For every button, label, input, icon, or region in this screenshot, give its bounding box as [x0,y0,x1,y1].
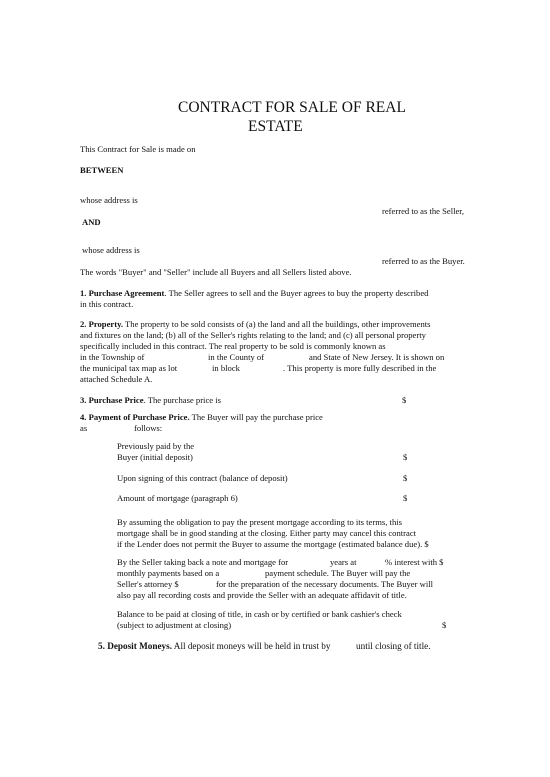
section-2-lot-label: the municipal tax map as lot [80,363,178,373]
section-2-text: The property to be sold consists of (a) the land and all the buildings, other improvements [123,319,431,329]
note-schedule-text: payment schedule. The Buyer will pay the [265,568,411,578]
section-1-line-2: in this contract. [80,299,134,309]
between-label: BETWEEN [80,165,124,175]
intro-text: This Contract for Sale is made on [80,144,196,154]
initial-deposit-line-1: Previously paid by the [117,441,195,451]
title-line-2: ESTATE [248,118,303,135]
assume-line-3: if the Lender does not permit the Buyer to assume the mortgage (estimated balance due). $ [117,539,429,549]
and-label: AND [82,217,101,227]
section-2-block-label: in block [212,363,240,373]
seller-address-label: whose address is [80,195,138,205]
note-monthly-label: monthly payments based on a [117,568,220,578]
initial-deposit-line-2: Buyer (initial deposit) [117,452,193,462]
section-2-state-text: and State of New Jersey. It is shown on [309,352,445,362]
section-5-closing: until closing of title. [356,641,431,651]
assume-line-1: By assuming the obligation to pay the present mortgage according to its terms, this [117,517,402,527]
section-3-currency: $ [402,395,407,405]
section-2-line-2: and fixtures on the land; (b) all of the Seller's rights relating to the land; and (c) all personal property [80,330,426,340]
section-3-text: . The purchase price is [143,395,221,405]
buyer-address-label: whose address is [82,245,140,255]
section-1-heading: 1. Purchase Agreement [80,288,165,298]
mortgage-amount-currency: $ [403,493,408,503]
section-5-line [98,642,331,651]
section-4-line-1 [80,413,323,422]
section-2-described-text: . This property is more fully described in the [283,363,437,373]
seller-referred: referred to as the Seller, [382,206,464,216]
note-mortgage-text: By the Seller taking back a note and mortgage for [117,557,289,567]
section-3-line [80,396,221,405]
section-2-line-1 [80,320,431,329]
section-5-heading: 5. Deposit Moneys. [98,641,173,651]
title-line-1: CONTRACT FOR SALE OF REAL [178,99,406,116]
section-5-text: All deposit moneys will be held in trust by [172,641,331,651]
section-3-heading: 3. Purchase Price [80,395,144,405]
section-2-line-6: attached Schedule A. [80,374,153,384]
balance-of-deposit-currency: $ [403,473,408,483]
definition-text: The words "Buyer" and "Seller" include all Buyers and all Sellers listed above. [80,267,352,277]
section-2-county-label: in the County of [208,352,265,362]
section-4-as: as [80,423,88,433]
assume-line-2: mortgage shall be in good standing at the closing. Either party may cancel this contract [117,528,417,538]
section-1-text: . The Seller agrees to sell and the Buyer agrees to buy the property described [164,288,429,298]
note-documents-text: for the preparation of the necessary documents. The Buyer will [216,579,434,589]
section-2-township-label: in the Township of [80,352,145,362]
note-interest-label: % interest with $ [385,557,444,567]
section-2-heading: 2. Property. [80,319,124,329]
buyer-referred: referred to as the Buyer. [382,256,465,266]
balance-currency: $ [442,620,447,630]
note-recording-text: also pay all recording costs and provide the Seller with an adequate affidavit of title. [117,590,407,600]
section-2-line-3: specifically included in this contract. The real property to be sold is commonly known as [80,341,386,351]
initial-deposit-currency: $ [403,452,408,462]
balance-line-1: Balance to be paid at closing of title, in cash or by certified or bank cashier's check [117,609,402,619]
section-1-line-1 [80,289,428,298]
balance-line-2: (subject to adjustment at closing) [117,620,232,630]
note-attorney-label: Seller's attorney $ [117,579,179,589]
section-4-follows: follows: [134,423,163,433]
note-years-label: years at [330,557,357,567]
mortgage-amount: Amount of mortgage (paragraph 6) [117,493,238,503]
section-4-text: The Buyer will pay the purchase price [189,412,323,422]
section-4-heading: 4. Payment of Purchase Price. [80,412,190,422]
balance-of-deposit: Upon signing of this contract (balance of deposit) [117,473,288,483]
